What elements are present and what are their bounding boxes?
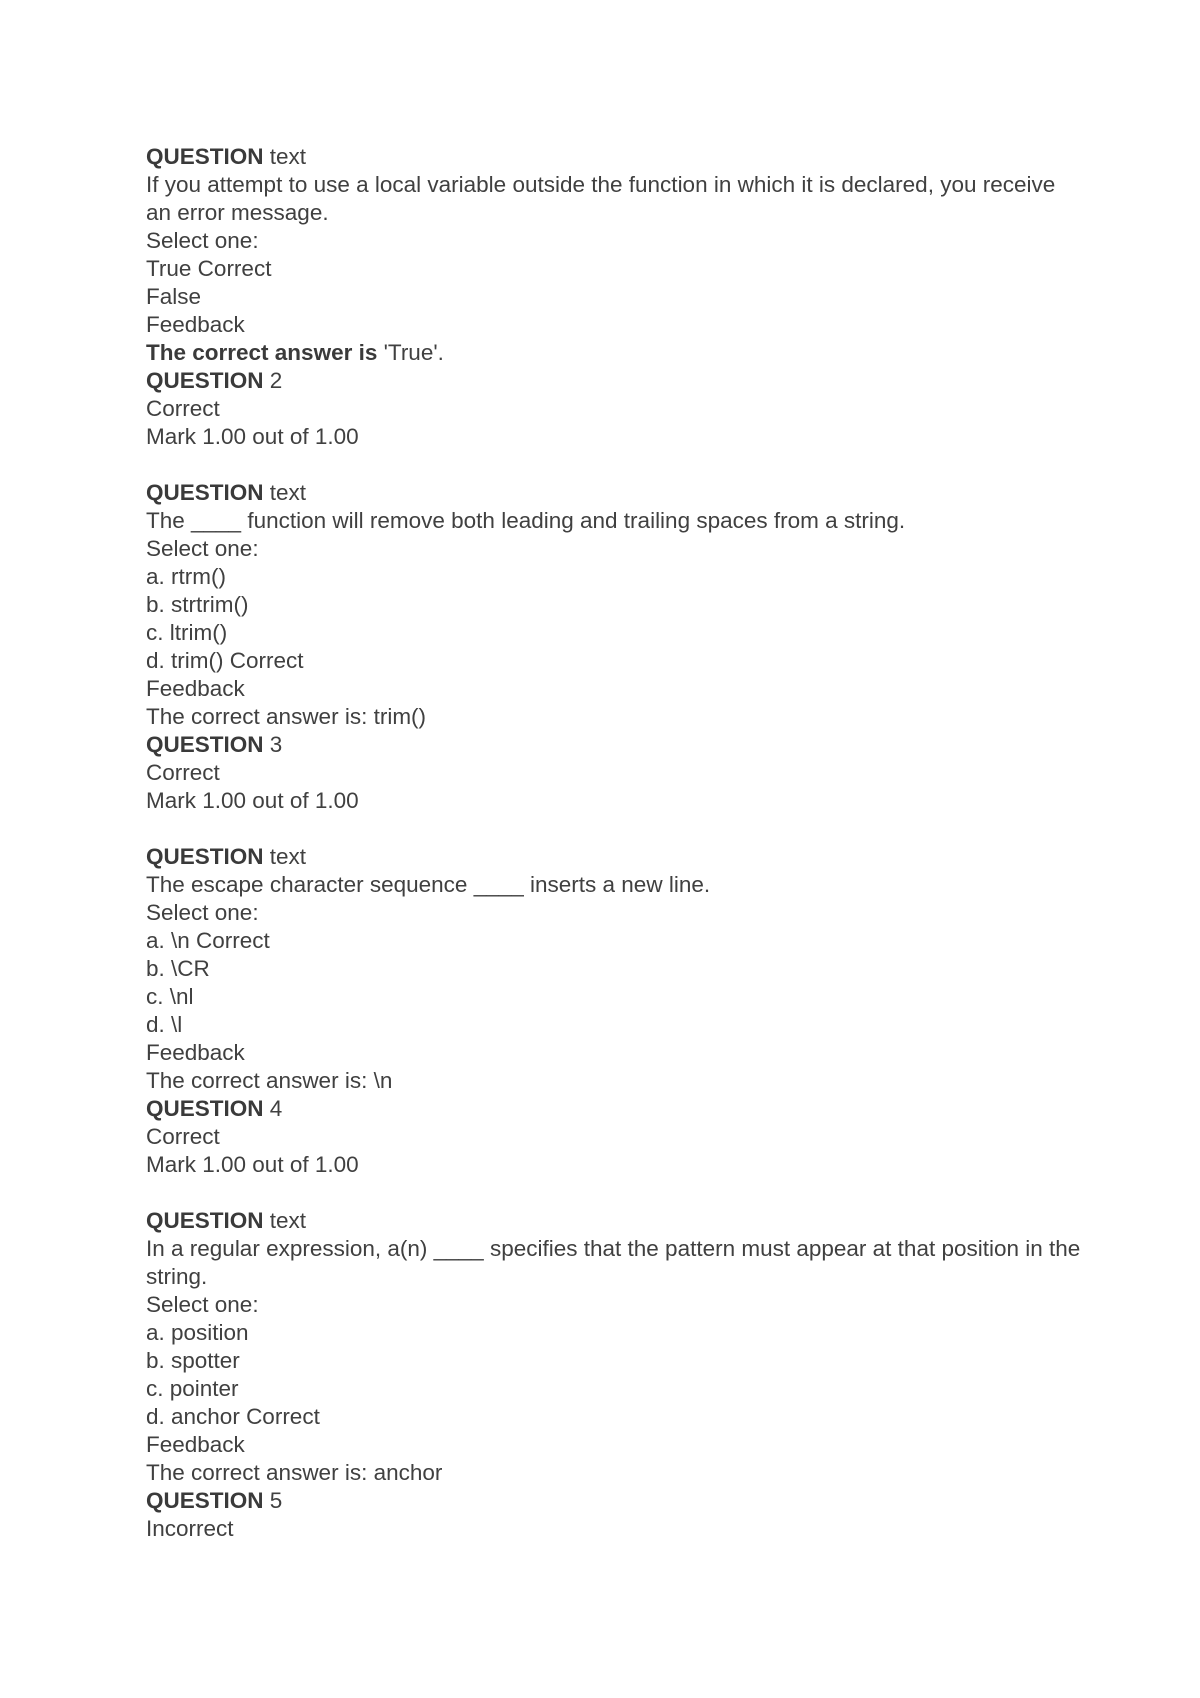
select-label: Select one: — [146, 900, 259, 925]
question-label: QUESTION — [146, 1488, 264, 1513]
question-suffix: text — [263, 480, 307, 505]
document-page — [146, 143, 1086, 1543]
question-heading — [146, 143, 1086, 171]
question-number-heading — [146, 731, 1086, 759]
question-block-4 — [146, 1207, 1086, 1543]
question-label: QUESTION — [146, 844, 264, 869]
answer-option: a. rtrm() — [146, 564, 226, 589]
question-suffix: text — [263, 1208, 307, 1233]
question-prompt: If you attempt to use a local variable outside the function in which it is declared, you receive an error message. — [146, 172, 1062, 225]
correct-answer: The correct answer is: \n — [146, 1068, 393, 1093]
question-status: Correct — [146, 1124, 220, 1149]
select-label: Select one: — [146, 536, 259, 561]
feedback-label: Feedback — [146, 676, 245, 701]
question-suffix: text — [263, 144, 307, 169]
correct-answer: The correct answer is: trim() — [146, 704, 427, 729]
question-number-heading — [146, 367, 1086, 395]
question-number-heading — [146, 1487, 1086, 1515]
answer-option: c. ltrim() — [146, 620, 228, 645]
question-status: Incorrect — [146, 1516, 234, 1541]
question-suffix: text — [263, 844, 307, 869]
question-label: QUESTION — [146, 480, 264, 505]
answer-option: d. anchor Correct — [146, 1404, 320, 1429]
answer-option: c. pointer — [146, 1376, 239, 1401]
question-number: 3 — [263, 732, 283, 757]
feedback-label: Feedback — [146, 1040, 245, 1065]
question-status: Correct — [146, 760, 220, 785]
question-label: QUESTION — [146, 1096, 264, 1121]
question-label: QUESTION — [146, 368, 264, 393]
answer-option: c. \nl — [146, 984, 194, 1009]
answer-option: b. strtrim() — [146, 592, 249, 617]
question-block-2 — [146, 479, 1086, 815]
answer-option: a. position — [146, 1320, 249, 1345]
question-block-3 — [146, 843, 1086, 1179]
correct-answer: The correct answer is: anchor — [146, 1460, 443, 1485]
answer-option: a. \n Correct — [146, 928, 270, 953]
question-label: QUESTION — [146, 1208, 264, 1233]
answer-option: b. spotter — [146, 1348, 240, 1373]
answer-option: d. \l — [146, 1012, 183, 1037]
question-mark: Mark 1.00 out of 1.00 — [146, 788, 359, 813]
correct-answer-label: The correct answer is — [146, 340, 378, 365]
question-heading — [146, 479, 1086, 507]
question-prompt: The ____ function will remove both leading and trailing spaces from a string. — [146, 508, 906, 533]
question-status: Correct — [146, 396, 220, 421]
question-number-heading — [146, 1095, 1086, 1123]
feedback-label: Feedback — [146, 1432, 245, 1457]
question-label: QUESTION — [146, 732, 264, 757]
feedback-label: Feedback — [146, 312, 245, 337]
question-heading — [146, 843, 1086, 871]
answer-option: True Correct — [146, 256, 272, 281]
question-number: 4 — [263, 1096, 283, 1121]
question-mark: Mark 1.00 out of 1.00 — [146, 1152, 359, 1177]
answer-option: b. \CR — [146, 956, 210, 981]
question-number: 5 — [263, 1488, 283, 1513]
correct-answer-value: 'True'. — [377, 340, 444, 365]
select-label: Select one: — [146, 228, 259, 253]
question-prompt: The escape character sequence ____ inserts a new line. — [146, 872, 711, 897]
question-mark: Mark 1.00 out of 1.00 — [146, 424, 359, 449]
question-label: QUESTION — [146, 144, 264, 169]
question-number: 2 — [263, 368, 283, 393]
question-block-1 — [146, 143, 1086, 451]
answer-option: d. trim() Correct — [146, 648, 304, 673]
question-prompt: In a regular expression, a(n) ____ specifies that the pattern must appear at that position in the string. — [146, 1236, 1087, 1289]
correct-answer — [146, 339, 1086, 367]
question-heading — [146, 1207, 1086, 1235]
answer-option: False — [146, 284, 202, 309]
select-label: Select one: — [146, 1292, 259, 1317]
